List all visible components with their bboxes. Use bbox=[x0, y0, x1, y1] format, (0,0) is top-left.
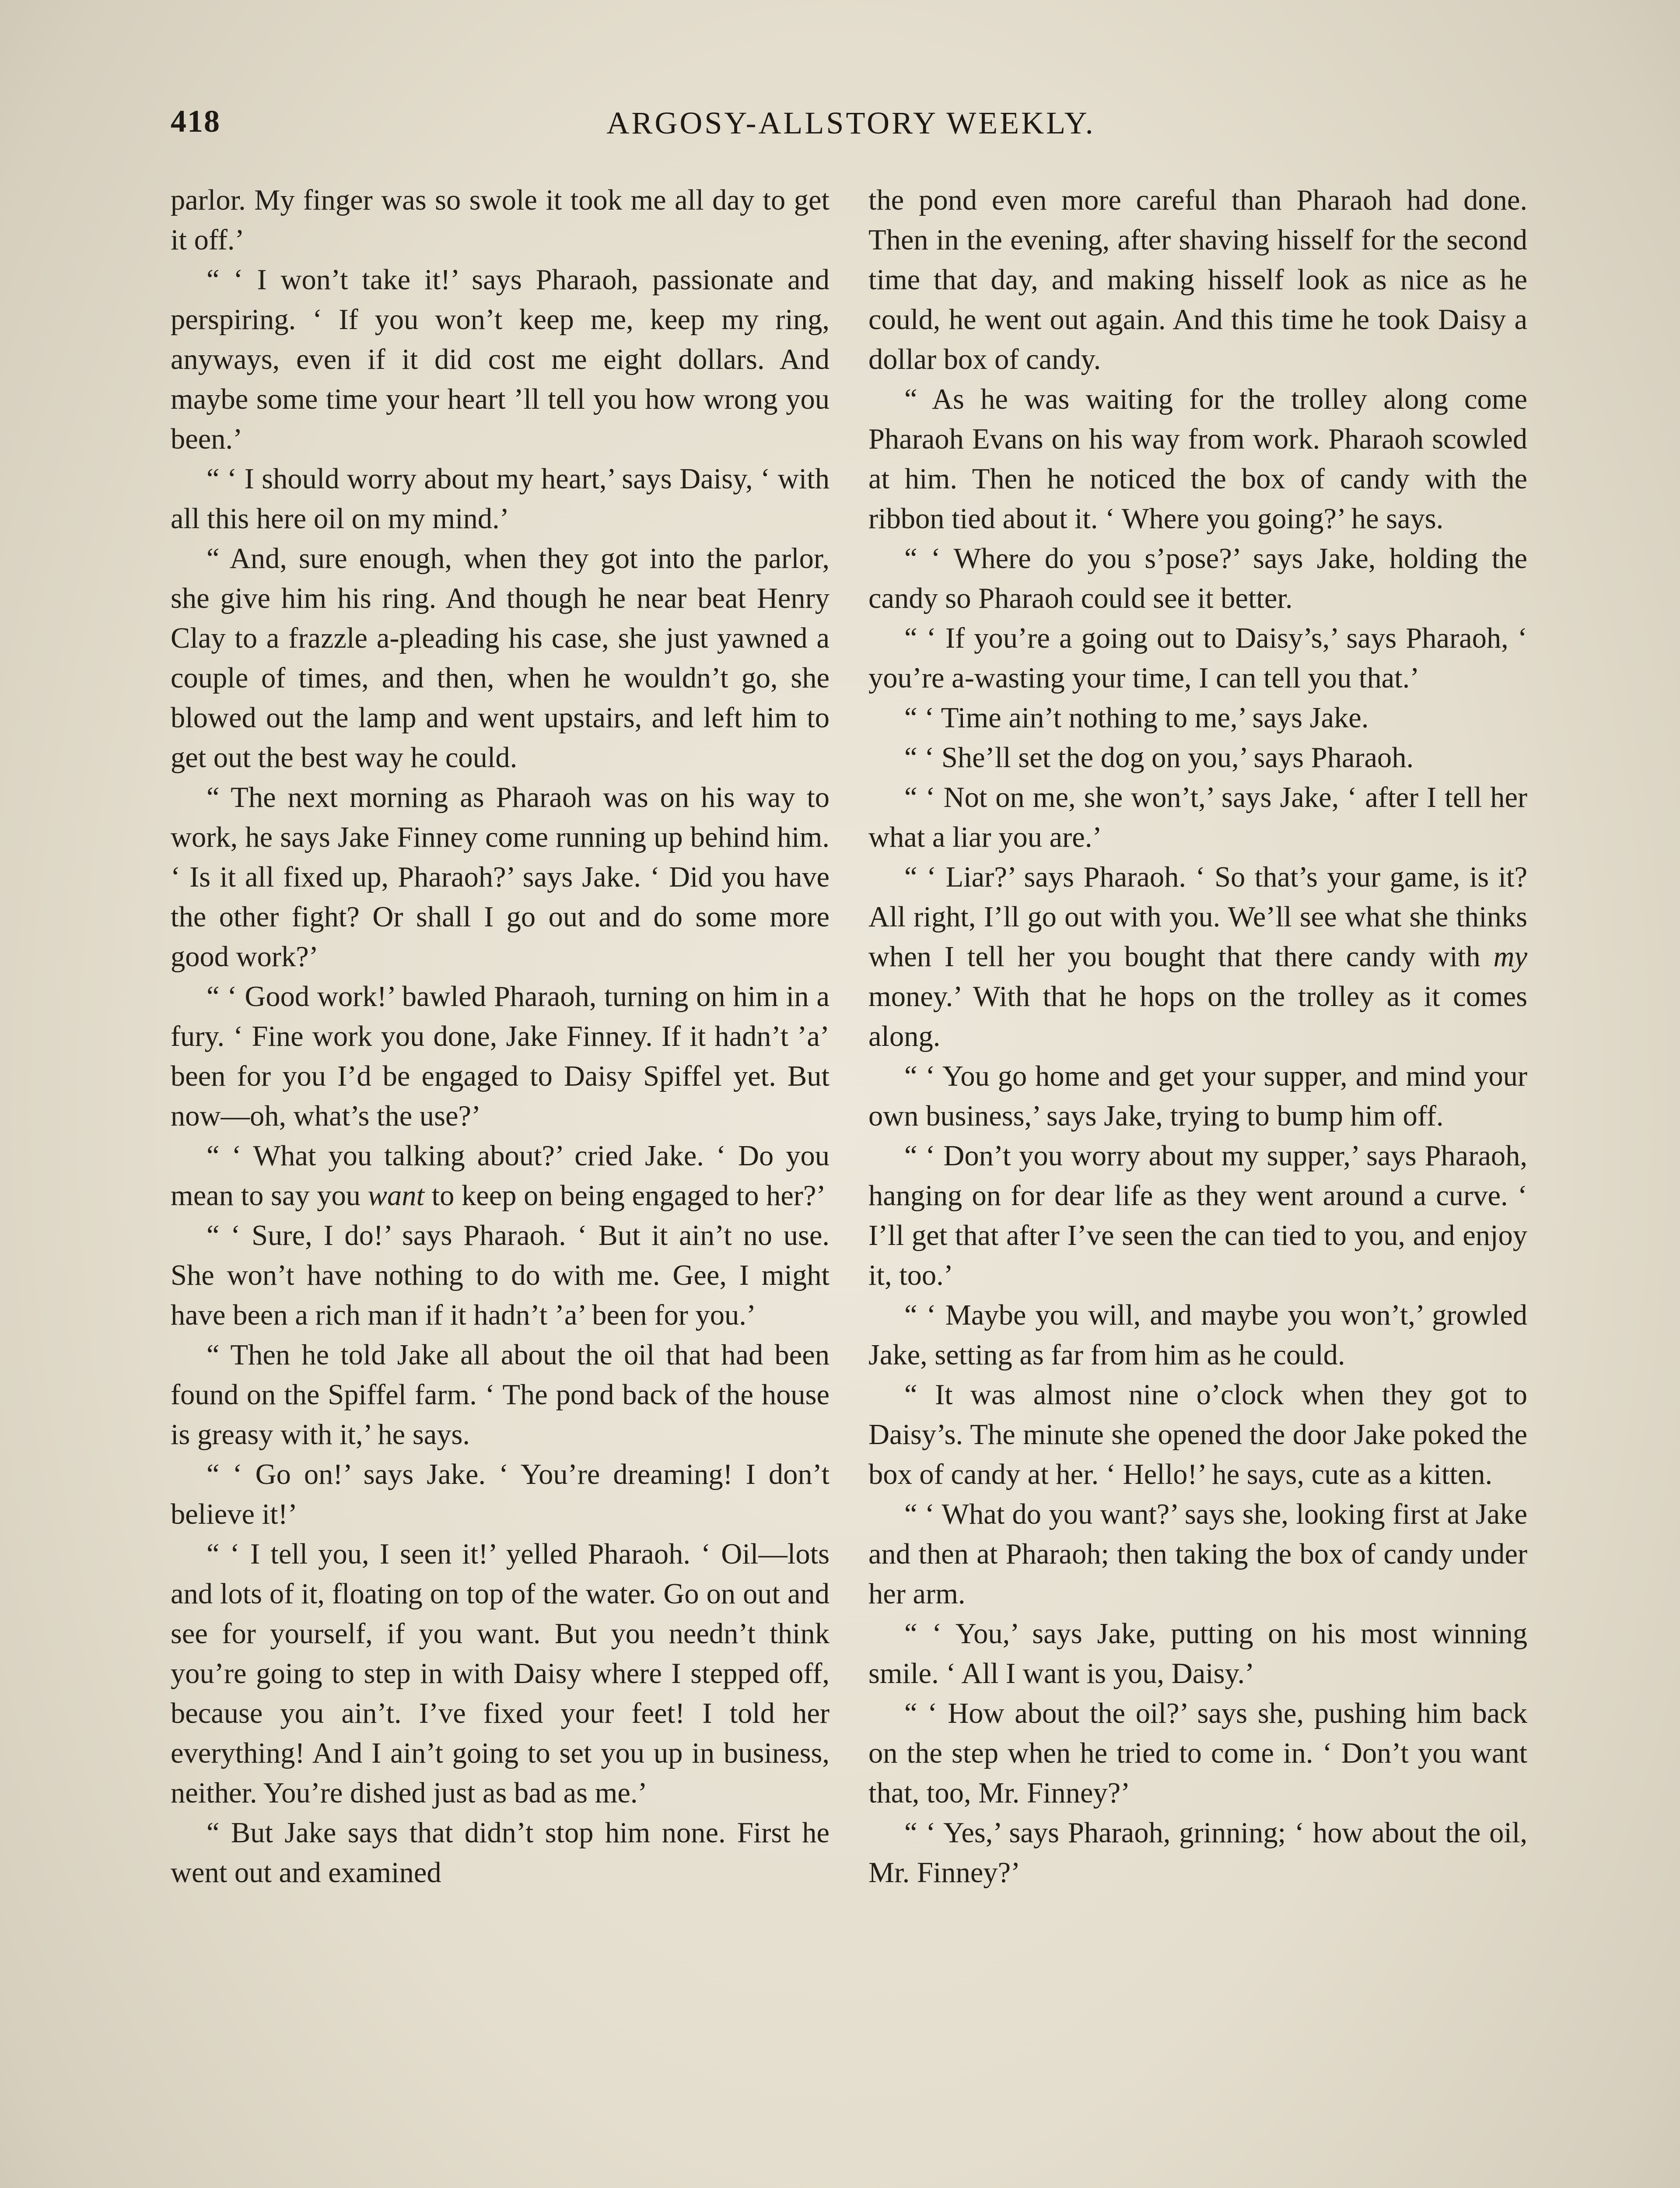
paragraph: “ ‘ Not on me, she won’t,’ says Jake, ‘ after I tell her what a liar you are.’ bbox=[868, 782, 1527, 853]
paragraph: “ ‘ If you’re a going out to Daisy’s,’ says Pharaoh, ‘ you’re a-wasting your time, I can tell you that.’ bbox=[868, 622, 1527, 694]
paragraph: “ ‘ Liar?’ says Pharaoh. ‘ So that’s your game, is it? All right, I’ll go out with you. We’ll see what she thinks when I tell her you bought that there candy with my money.’ With that he hops on the trolley as it comes along. bbox=[868, 861, 1527, 1052]
paragraph: “ ‘ I won’t take it!’ says Pharaoh, passionate and perspiring. ‘ If you won’t keep me, keep my ring, anyways, even if it did cost me eight dollars. And maybe some time your heart ’ll tell you how wrong you been.’ bbox=[171, 264, 830, 455]
paragraph: “ ‘ Sure, I do!’ says Pharaoh. ‘ But it ain’t no use. She won’t have nothing to do with me. Gee, I might have been a rich man if it hadn’t ’a’ been for you.’ bbox=[171, 1220, 830, 1331]
page-number: 418 bbox=[171, 104, 220, 139]
paragraph: “ ‘ She’ll set the dog on you,’ says Pharaoh. bbox=[904, 742, 1414, 774]
running-title: ARGOSY-ALLSTORY WEEKLY. bbox=[606, 105, 1096, 140]
paragraph: “ As he was waiting for the trolley along come Pharaoh Evans on his way from work. Pharaoh scowled at him. Then he noticed the box of candy with the ribbon tied about it. ‘ Where you going?’ he says. bbox=[868, 383, 1527, 535]
paragraph: “ ‘ You,’ says Jake, putting on his most winning smile. ‘ All I want is you, Daisy.’ bbox=[868, 1618, 1527, 1690]
paragraph: “ ‘ Maybe you will, and maybe you won’t,’ growled Jake, setting as far from him as he could. bbox=[868, 1299, 1527, 1371]
paragraph: “ ‘ Time ain’t nothing to me,’ says Jake. bbox=[904, 702, 1369, 734]
paragraph: “ It was almost nine o’clock when they got to Daisy’s. The minute she opened the door Jake poked the box of candy at her. ‘ Hello!’ he says, cute as a kitten. bbox=[868, 1379, 1527, 1490]
paragraph: “ ‘ Yes,’ says Pharaoh, grinning; ‘ how about the oil, Mr. Finney?’ bbox=[868, 1817, 1527, 1889]
paragraph: “ ‘ I should worry about my heart,’ says Daisy, ‘ with all this here oil on my mind.’ bbox=[171, 463, 830, 535]
paragraph: “ ‘ Go on!’ says Jake. ‘ You’re dreaming! I don’t believe it!’ bbox=[171, 1459, 830, 1530]
paragraph: “ ‘ Good work!’ bawled Pharaoh, turning on him in a fury. ‘ Fine work you done, Jake Finney. If it hadn’t ’a’ been for you I’d be engaged to Daisy Spiffel yet. But now—oh, what’s the use?’ bbox=[171, 981, 830, 1132]
paragraph: parlor. My finger was so swole it took me all day to get it off.’ bbox=[171, 184, 830, 256]
paragraph: “ The next morning as Pharaoh was on his way to work, he says Jake Finney come running up behind him. ‘ Is it all fixed up, Pharaoh?’ says Jake. ‘ Did you have the other fight? Or shall I go out and do some more good work?’ bbox=[171, 782, 830, 973]
paragraph: “ ‘ What you talking about?’ cried Jake. ‘ Do you mean to say you want to keep on being engaged to her?’ bbox=[171, 1140, 830, 1212]
left-column bbox=[171, 180, 830, 1893]
right-column bbox=[868, 180, 1527, 1893]
page-header bbox=[171, 103, 1531, 156]
paragraph: the pond even more careful than Pharaoh had done. Then in the evening, after shaving hisself for the second time that day, and making hisself look as nice as he could, he went out again. And this time he took Daisy a dollar box of candy. bbox=[868, 184, 1527, 375]
paragraph: “ ‘ You go home and get your supper, and mind your own business,’ says Jake, trying to bump him off. bbox=[868, 1060, 1527, 1132]
paragraph: “ ‘ How about the oil?’ says she, pushing him back on the step when he tried to come in. ‘ Don’t you want that, too, Mr. Finney?’ bbox=[868, 1697, 1527, 1809]
paragraph: “ ‘ What do you want?’ says she, looking first at Jake and then at Pharaoh; then taking the box of candy under her arm. bbox=[868, 1498, 1527, 1610]
paragraph: “ Then he told Jake all about the oil that had been found on the Spiffel farm. ‘ The pond back of the house is greasy with it,’ he says. bbox=[171, 1339, 830, 1451]
paragraph: “ But Jake says that didn’t stop him none. First he went out and examined bbox=[171, 1817, 830, 1889]
paragraph: “ ‘ I tell you, I seen it!’ yelled Pharaoh. ‘ Oil—lots and lots of it, floating on top of the water. Go on out and see for yourself, if you want. But you needn’t think you’re going to step in with Daisy where I stepped off, because you ain’t. I’ve fixed your feet! I told her everything! And I ain’t going to set you up in business, neither. You’re dished just as bad as me.’ bbox=[171, 1538, 830, 1809]
paragraph: “ ‘ Don’t you worry about my supper,’ says Pharaoh, hanging on for dear life as they went around a curve. ‘ I’ll get that after I’ve seen the can tied to you, and enjoy it, too.’ bbox=[868, 1140, 1527, 1291]
paragraph: “ And, sure enough, when they got into the parlor, she give him his ring. And though he near beat Henry Clay to a frazzle a-pleading his case, she just yawned a couple of times, and then, when he wouldn’t go, she blowed out the lamp and went upstairs, and left him to get out the best way he could. bbox=[171, 543, 830, 774]
paragraph: “ ‘ Where do you s’pose?’ says Jake, holding the candy so Pharaoh could see it better. bbox=[868, 543, 1527, 614]
